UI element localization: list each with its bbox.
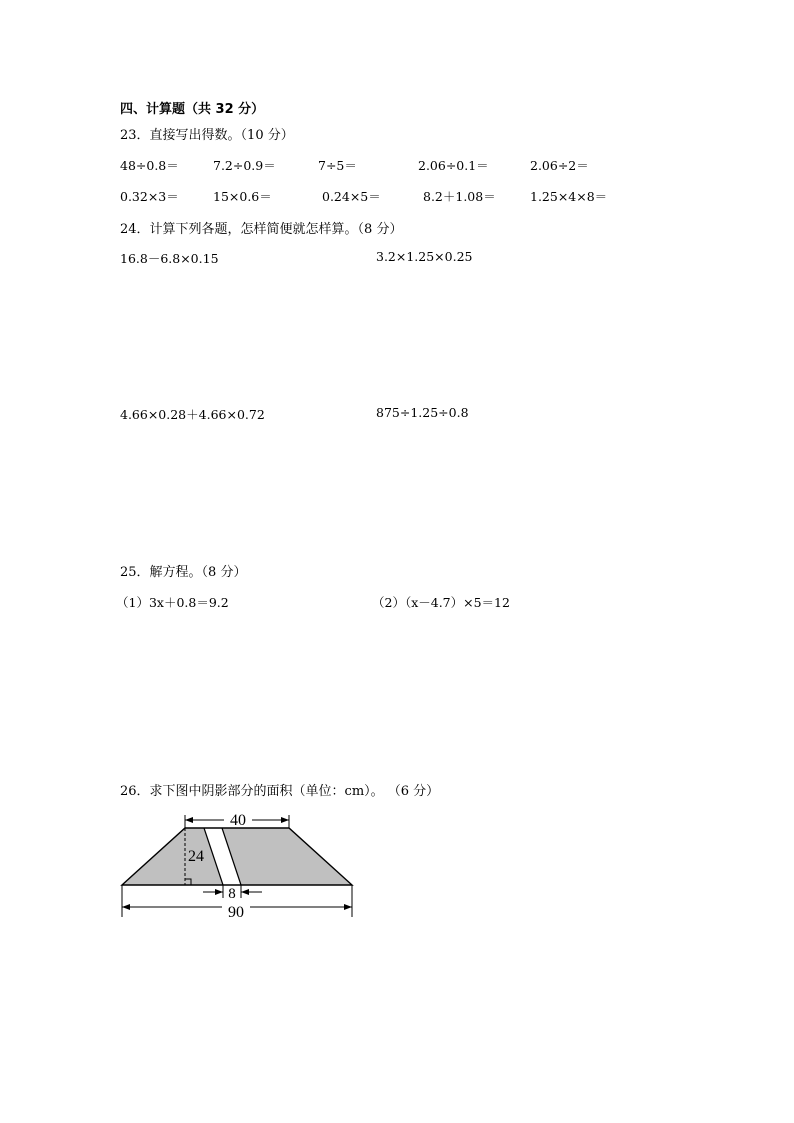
trapezoid-figure — [110, 805, 370, 925]
q23-expr: 15×0.6＝ — [213, 189, 272, 204]
q26-title: 26．求下图中阴影部分的面积（单位：cm）。 （6 分） — [120, 784, 440, 799]
q23-expr: 0.32×3＝ — [120, 189, 179, 204]
q23-expr: 0.24×5＝ — [322, 189, 381, 204]
q24-item: 16.8－6.8×0.15 — [120, 251, 219, 266]
q25-item: （2）（x－4.7）×5＝12 — [372, 595, 510, 610]
q25-title: 25．解方程。（8 分） — [120, 565, 247, 580]
shaded-region-right — [222, 828, 352, 885]
q25-item: （1）3x＋0.8＝9.2 — [116, 595, 229, 610]
label-gap: 8 — [228, 886, 236, 902]
q23-expr: 48÷0.8＝ — [120, 158, 179, 173]
label-height: 24 — [188, 848, 204, 865]
q23-expr: 7÷5＝ — [318, 158, 357, 173]
q23-expr: 8.2＋1.08＝ — [423, 189, 496, 204]
q24-title: 24．计算下列各题，怎样简便就怎样算。（8 分） — [120, 222, 403, 237]
q23-title: 23．直接写出得数。（10 分） — [120, 128, 294, 143]
q24-item: 875÷1.25÷0.8 — [376, 405, 469, 420]
q23-expr: 7.2÷0.9＝ — [213, 158, 276, 173]
q23-expr: 1.25×4×8＝ — [530, 189, 608, 204]
label-bottom: 90 — [228, 904, 244, 921]
shaded-region-left — [122, 828, 223, 885]
q24-item: 4.66×0.28＋4.66×0.72 — [120, 407, 265, 422]
section-title: 四、计算题（共 32 分） — [120, 102, 265, 117]
q24-item: 3.2×1.25×0.25 — [376, 249, 473, 264]
q23-expr: 2.06÷2＝ — [530, 158, 589, 173]
q23-expr: 2.06÷0.1＝ — [418, 158, 489, 173]
label-top: 40 — [230, 812, 246, 829]
